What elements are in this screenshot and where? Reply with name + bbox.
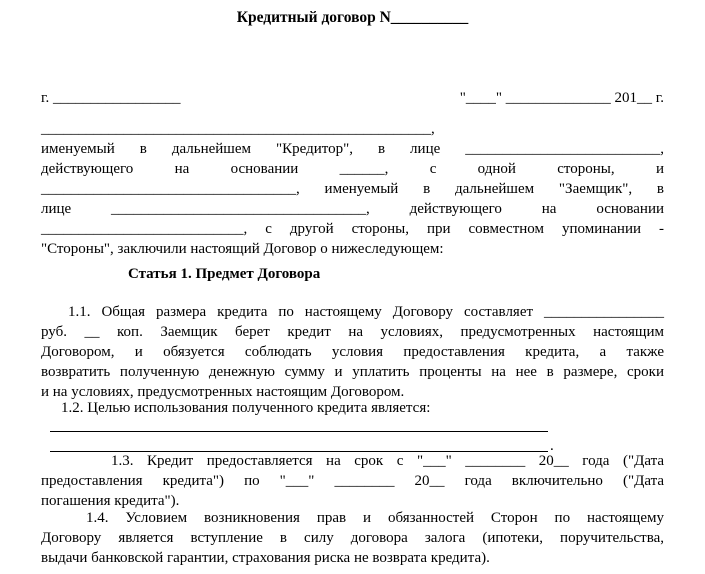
clause-1-4-line-1: 1.4. Условием возникновения прав и обязанностей Сторон по настоящему xyxy=(86,510,664,526)
preamble-line-1: ____________________________________________________, xyxy=(41,121,435,137)
document-title: Кредитный договор N__________ xyxy=(236,9,469,26)
city-field: г. _________________ xyxy=(41,90,181,106)
clause-1-4-line-2: Договору является вступление в силу договора залога (ипотеки, поручительства, xyxy=(41,530,664,546)
place-date-row xyxy=(41,88,664,108)
preamble-line-2: именуемый в дальнейшем "Кредитор", в лице __________________________, xyxy=(41,141,664,157)
clause-1-3-line-1: 1.3. Кредит предоставляется на срок с "___" ________ 20__ года ("Дата xyxy=(111,453,664,469)
clause-1-3-line-2: предоставления кредита") по "___" ________ 20__ года включительно ("Дата xyxy=(41,473,664,489)
preamble-line-3: действующего на основании ______, с одной стороны, и xyxy=(41,161,664,177)
clause-1-2: 1.2. Целью использования полученного кредита является: xyxy=(61,400,431,416)
clause-1-1-line-3: Договором, и обязуется соблюдать условия предоставления кредита, а также xyxy=(41,344,664,360)
clause-1-1-line-5: и на условиях, предусмотренных настоящим Договором. xyxy=(41,384,405,400)
purpose-end-dot: . xyxy=(550,438,554,454)
clause-1-4-line-3: выдачи банковской гарантии, страхования риска не возврата кредита). xyxy=(41,550,490,566)
clause-1-1-line-4: возвратить полученную денежную сумму и уплатить проценты на нее в размере, сроки xyxy=(41,364,664,380)
preamble-line-7: "Стороны", заключили настоящий Договор о нижеследующем: xyxy=(41,241,444,257)
clause-1-1-line-2: руб. __ коп. Заемщик берет кредит на условиях, предусмотренных настоящим xyxy=(41,324,664,340)
purpose-blank-line-1 xyxy=(50,431,548,432)
preamble-line-4: __________________________________, именуемый в дальнейшем "Заемщик", в xyxy=(41,181,664,197)
clause-1-1-line-1: 1.1. Общая размера кредита по настоящему Договору составляет ________________ xyxy=(68,304,664,320)
date-field: "____" ______________ 201__ г. xyxy=(459,90,664,106)
preamble-line-6: ___________________________, с другой стороны, при совместном упоминании - xyxy=(41,221,664,237)
article-1-heading: Статья 1. Предмет Договора xyxy=(128,266,321,282)
preamble-line-5: лице __________________________________, действующего на основании xyxy=(41,201,664,217)
clause-1-3-line-3: погашения кредита"). xyxy=(41,493,180,509)
